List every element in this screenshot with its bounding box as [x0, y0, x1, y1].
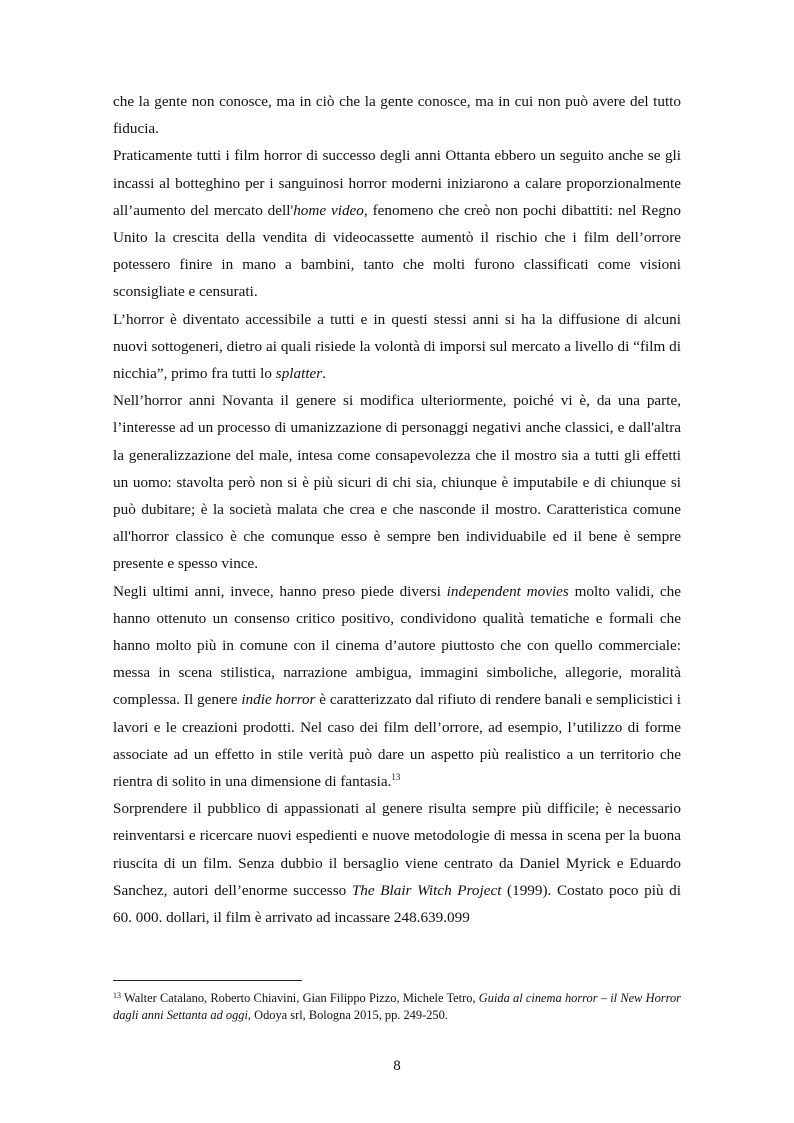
emphasis-independent-movies: independent movies [446, 582, 569, 600]
paragraph-6: Sorprendere il pubblico di appassionati al genere risulta sempre più difficile; è necessario reinventarsi e ricercare nuovi espedienti e nuove metodologie di messa in scena per la buona riuscita di un film. Senza dubbio il bersaglio viene centrato da Daniel Myrick e Eduardo Sanchez, autori dell’enorme successo The Blair Witch Project (1999). Costato poco più di 60. 000. dollari, il film è arrivato ad incassare 248.639.099 [113, 800, 681, 927]
paragraph-4: Nell’horror anni Novanta il genere si modifica ulteriormente, poiché vi è, da una parte, l’interesse ad un processo di umanizzazione di personaggi negativi anche classici, e dall'altra la generalizzazione del male, intesa come consapevolezza che il mostro sia a tutti gli effetti un uomo: stavolta però non si è più sicuri di chi sia, chiunque è imputabile e di chiunque si può dubitare; è la società malata che crea e che nasconde il mostro. Caratteristica comune all'horror classico è che comunque esso è sempre ben individuabile ed il bene è sempre presente e spesso vince. [113, 392, 681, 573]
emphasis-splatter: splatter [275, 365, 323, 383]
emphasis-home-video: home video [293, 201, 364, 219]
footnote-reference[interactable]: 13 [391, 772, 401, 783]
paragraph-2: Praticamente tutti i film horror di successo degli anni Ottanta ebbero un seguito anche se gli incassi al botteghino per i sanguinosi horror moderni iniziarono a calare proporzionalmente all’aumento del mercato dell'home video, fenomeno che creò non pochi dibattiti: nel Regno Unito la crescita della vendita di videocassette aumentò il rischio che i film dell’orrore potessero finire in mano a bambini, tanto che molti furono classificati come visioni sconsigliate e censurati. [113, 147, 681, 301]
footnote-book-title: Guida al cinema horror – il New Horror dagli anni Settanta ad oggi [113, 991, 682, 1022]
body-text [113, 88, 681, 931]
footnote: $^{13}$ Walter Catalano, Roberto Chiavini, Gian Filippo Pizzo, Michele Tetro, Guida al cinema horror – il New Horror dagli anni Settanta ad oggi, Odoya srl, Bologna 2015, pp. 249-250. [113, 991, 682, 1022]
paragraph-3: L’horror è diventato accessibile a tutti e in questi stessi anni si ha la diffusione di alcuni nuovi sottogeneri, dietro ai quali risiede la volontà di imporsi sul mercato a livello di “film di nicchia”, primo fra tutti lo splatter. [113, 310, 681, 383]
footnote-number: 13 [113, 991, 121, 1000]
emphasis-blair-witch-title: The Blair Witch Project [351, 881, 502, 899]
paragraph-5: Negli ultimi anni, invece, hanno preso piede diversi independent movies molto validi, che hanno ottenuto un consenso critico positivo, condividono qualità tematiche e formali che hanno molto più in comune con il cinema d’autore piuttosto che con quello commerciale: messa in scena stilistica, narrazione ambigua, immagini simboliche, allegorie, moralità complessa. Il genere indie horror è caratterizzato dal rifiuto di rendere banali e semplicistici i lavori e le creazioni prodotti. Nel caso dei film dell’orrore, ad esempio, l’utilizzo di forme associate ad un effetto in stile verità può dare un aspetto più realistico a un territorio che rientra di solito in una dimensione di fantasia.$^{13}$ [113, 582, 681, 791]
page-number: 8 [393, 1058, 401, 1074]
footnote-separator [113, 980, 302, 981]
paragraph-1: che la gente non conosce, ma in ciò che la gente conosce, ma in cui non può avere del tutto fiducia. [113, 93, 681, 138]
emphasis-indie-horror: indie horror [241, 691, 316, 709]
